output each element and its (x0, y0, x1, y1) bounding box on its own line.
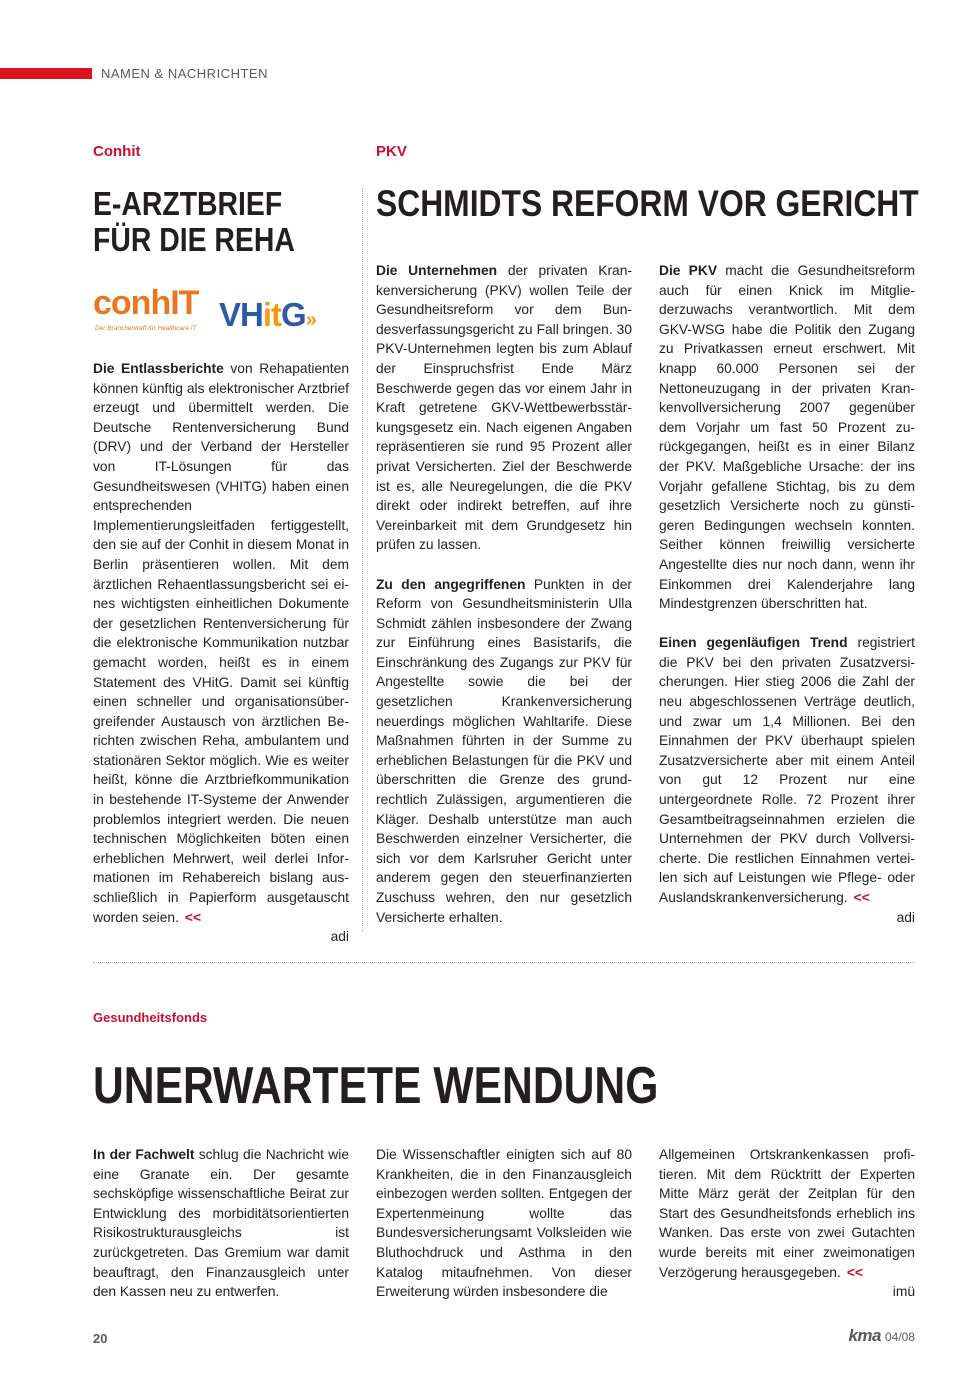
end-mark-icon: << (853, 890, 870, 905)
fonds-author: imü (892, 1284, 915, 1300)
fonds-body-col-3 (659, 1145, 915, 1302)
fonds-lead: In der Fachwelt (93, 1147, 195, 1162)
pkv-text-4: registriert die PKV bei den privaten Zusatzversicherungen. Hier stieg 2006 die Zahl der neu abgeschlossenen Verträge deutlich, und zwar um 1,4 Millionen. Bei den Einnahmen der PKV überhaupt spielen Zusatzversicherte aber mit einem Anteil von gut 12 Prozent nur eine untergeordnete Rolle. 72 Prozent ihrer Gesamtbeitragseinnahmen erzielen die Unternehmen der PKV durch Vollversicherte. Die restlichen Einnahmen verteilen sich auf Leistungen wie Pflege- oder Auslandskrankenversicherung. (659, 635, 915, 905)
fonds-body-col-2 (376, 1145, 632, 1302)
conhit-logo-tagline: Der Branchentreff für Healthcare IT (95, 325, 197, 332)
vhitg-logo-it: it (262, 296, 282, 333)
vhitg-arrows-icon: » (305, 309, 317, 331)
conhit-body (93, 359, 349, 947)
column-divider (362, 188, 363, 932)
fonds-text-1: schlug die Nachricht wie eine Granate ein. Der gesamte sechsköpfige wissenschaftliche Beirat zur Entwicklung des morbiditätsorientierten Risikostrukturausgleichs ist zurückgetreten. Das Gremium war damit beauftragt, den Finanzausgleich unter den Kassen neu zu entwerfen. (93, 1147, 349, 1300)
conhit-logo-brand: conhIT (93, 284, 199, 322)
conhit-kicker: Conhit (93, 143, 141, 160)
conhit-logo (93, 284, 213, 338)
issue-number: 04/08 (884, 1330, 915, 1344)
conhit-lead: Die Entlassberichte (93, 361, 224, 376)
pkv-lead-3: Die PKV (659, 263, 718, 278)
pkv-body-col-2 (659, 261, 915, 927)
fonds-headline: UNERWARTETE WENDUNG (93, 1057, 659, 1115)
pkv-text-3: macht die Gesundheitsreform auch für einen Knick im Mitgliederzuwachs verantwortlich. Mit dem GKV-WSG habe die Politik den Zugang zu Privatkassen erneut erschwert. Mit knapp 60.000 Personen sei der Nettoneuzugang in der privaten Krankenvollversicherung 2007 gegenüber dem Vorjahr um fast 50 Prozent zurückgegangen, heißt es in einer Bilanz der PKV. Maßgebliche Ursache: der ins Vorjahr gefallene Stichtag, bis zu dem gesetzlich Versicherte noch zu günstigeren Bedingungen wechseln konnten. Seither können freiwillig versicherte Angestellte dies nur noch dann, wenn ihr Einkommen drei Kalenderjahre lang Mindestgrenzen überschritten hat. (659, 263, 916, 612)
end-mark-icon: << (846, 1264, 863, 1280)
section-label: NAMEN & NACHRICHTEN (101, 66, 268, 81)
vhitg-logo-g: G (281, 296, 306, 333)
pkv-text-2: Punkten in der Reform von Gesundheitsministerin Ulla Schmidt zählen insbesondere der Zwang zur Einführung eines Basistarifs, die Einschränkung des Zugangs zur PKV für Angestellte sowie die bei der gesetzlichen Krankenversicherung neuerdings möglichen Wahltarife. Diese Maßnahmen führten in der Summe zu erheblichen Belastungen für die PKV und überschritten die Grenze des grundrechtlich Zulässigen, argumentieren die Kläger. Deshalb unterstütze man auch Beschwerden einzelner Versicherter, die sich vor dem Karlsruher Gericht unter anderem gegen den steuerfinanzierten Zuschuss wehren, den nur gesetzlich Versicherte erhalten. (376, 576, 632, 925)
pkv-lead-2: Zu den angegriffenen (376, 576, 526, 592)
vhitg-logo (219, 296, 354, 336)
pkv-author: adi (896, 909, 915, 925)
pkv-text-1: der privaten Krankenversicherung (PKV) wollen Teile der Gesundheitsreform vor dem Bundesverfassungsgericht zu Fall bringen. 30 PKV-Unternehmen legten bis zum Ablauf der Einspruchsfrist Ende März Beschwerde gegen das vor einem Jahr in Kraft getretene GKV-Wettbewerbsstärkungsgesetz ein. Nach eigenen Angaben repräsentieren sie rund 95 Prozent aller privat Versicherten. Ziel der Beschwerde ist es, alle Neuregelungen, die die PKV direkt oder indirekt betreffen, auf ihre Vereinbarkeit mit dem Grundgesetz hin prüfen zu lassen. (376, 263, 632, 553)
fonds-text-3: Allgemeinen Ortskrankenkassen profitieren. Mit dem Rücktritt der Experten Mitte März gerät der Zeitplan für den Start des Gesundheitsfonds erheblich ins Wanken. Das erste von zwei Gutachten wurde bereits mit einer zweimonatigen Verzögerung herausgegeben. (659, 1147, 915, 1280)
article-divider (93, 962, 915, 963)
fonds-kicker: Gesundheitsfonds (93, 1010, 208, 1025)
conhit-headline: E-ARZTBRIEF FÜR DIE REHA (93, 185, 295, 259)
kma-logo: kma (848, 1326, 881, 1345)
pkv-headline: SCHMIDTS REFORM VOR GERICHT (376, 183, 919, 224)
vhitg-logo-v: V (219, 296, 241, 333)
pkv-lead-1: Die Unternehmen (376, 263, 498, 278)
pkv-kicker: PKV (376, 143, 407, 160)
conhit-text: von Rehapatienten können künftig als elektronischer Arztbrief erzeugt und übermittelt werden. Die Deutsche Rentenversicherung Bund (DRV) und der Verband der Hersteller von IT-Lösungen für das Gesundheitswesen (VHITG) haben einen entsprechenden Implementierungsleitfaden fertiggestellt, den sie auf der Conhit in diesem Monat in Berlin präsentieren wollen. Mit dem ärztlichen Rehaentlassungsbericht sei eines wichtigsten einheitlichen Dokumente der gesetzlichen Rentenversicherung für die elektronische Kommunikation nutzbar gemacht worden, heißt es in einem Statement des VHitG. Damit sei künftig einen schneller und organisationsübergreifender Austausch von ärztlichen Berichten zwischen Reha, ambulantem und stationären Sektor möglich. Wie es weiter heißt, könne die Arztbriefkommunikation in bestehende IT-Systeme der Anwender problemlos integriert werden. Die neuen technischen Möglichkeiten böten einen erheblichen Mehrwert, weil derlei Informationen im Rehabereich bislang ausschließlich in Papierform ausgetauscht worden seien. (93, 361, 349, 925)
fonds-text-2: Die Wissenschaftler einigten sich auf 80 Krankheiten, die in den Finanzausgleich einbezogen werden sollten. Entgegen der Expertenmeinung wollte das Bundesversicherungsamt Volksleiden wie Bluthochdruck und Asthma in den Katalog mitaufnehmen. Von dieser Erweiterung würden insbesondere die (376, 1147, 632, 1300)
vhitg-logo-h: H (240, 296, 263, 333)
pkv-body-col-1 (376, 261, 632, 927)
conhit-author: adi (330, 929, 349, 945)
end-mark-icon: << (184, 909, 202, 925)
fonds-body-col-1 (93, 1145, 349, 1302)
footer-brand (848, 1326, 915, 1346)
page-number: 20 (93, 1331, 108, 1346)
section-color-bar (0, 68, 92, 79)
pkv-lead-4: Einen gegenläufigen Trend (659, 635, 848, 651)
